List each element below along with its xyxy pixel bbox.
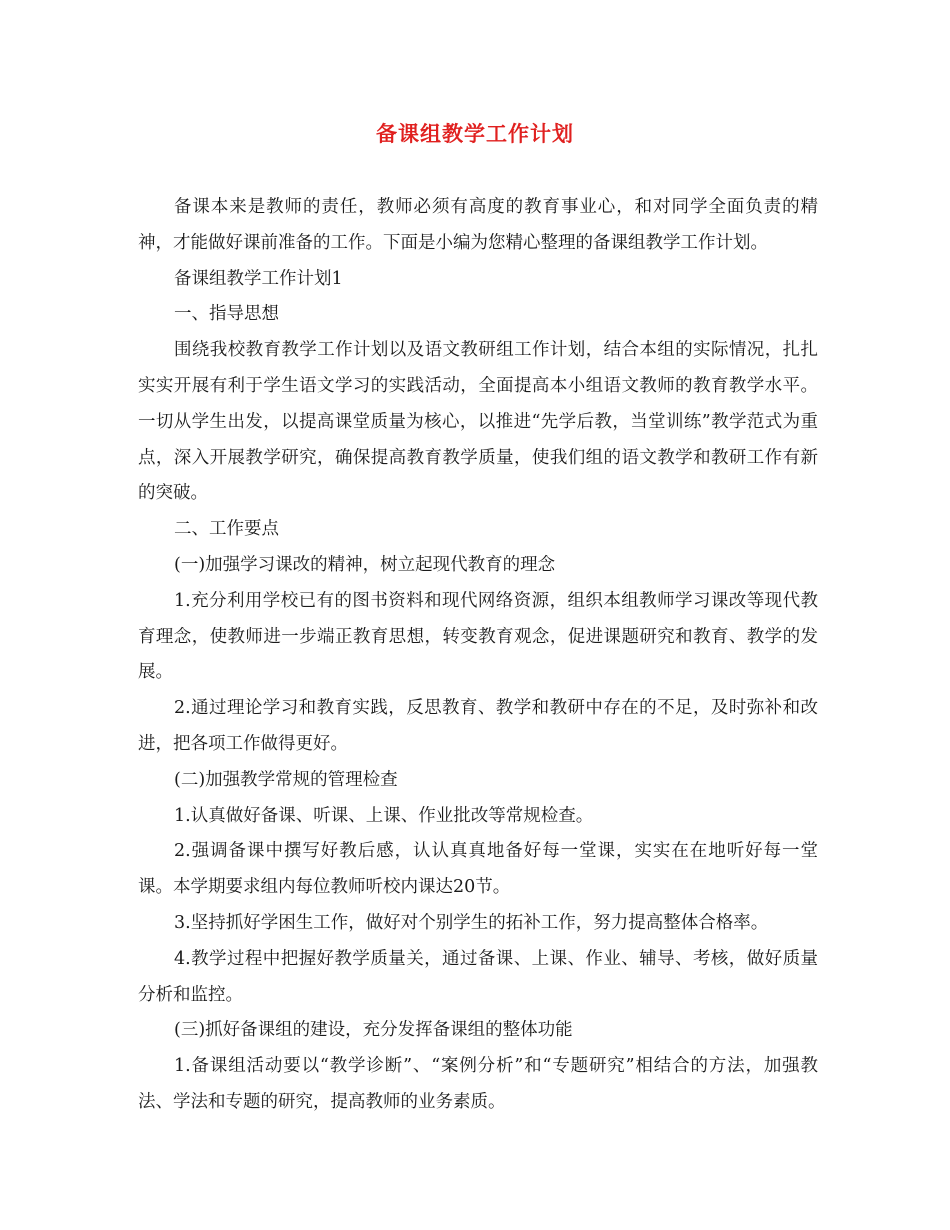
paragraph-intro: 备课本来是教师的责任，教师必须有高度的教育事业心，和对同学全面负责的精神，才能做好课前准备的工作。下面是小编为您精心整理的备课组教学工作计划。 <box>138 197 818 253</box>
paragraph-plan-heading: 备课组教学工作计划1 <box>174 268 343 289</box>
document-body <box>138 190 818 1121</box>
list-item-1-1: 1.充分利用学校已有的图书资料和现代网络资源，组织本组教师学习课改等现代教育理念，使教师进一步端正教育思想，转变教育观念，促进课题研究和教育、教学的发展。 <box>138 590 818 683</box>
section-heading-work-points: 二、工作要点 <box>174 519 279 540</box>
document-title: 备课组教学工作计划 <box>376 121 574 146</box>
subheading-3: (三)抓好备课组的建设，充分发挥备课组的整体功能 <box>174 1020 573 1041</box>
list-item-2-3: 3.坚持抓好学困生工作，做好对个别学生的拓补工作，努力提高整体合格率。 <box>174 912 769 933</box>
list-item-3-1: 1.备课组活动要以“教学诊断”、“案例分析”和“专题研究”相结合的方法，加强教法、学法和专题的研究，提高教师的业务素质。 <box>138 1056 818 1112</box>
list-item-2-2: 2.强调备课中撰写好教后感，认认真真地备好每一堂课，实实在在地听好每一堂课。本学期要求组内每位教师听校内课达20节。 <box>138 841 818 898</box>
list-item-2-4: 4.教学过程中把握好教学质量关，通过备课、上课、作业、辅导、考核，做好质量分析和监控。 <box>138 948 818 1005</box>
subheading-2: (二)加强教学常规的管理检查 <box>174 769 398 790</box>
subheading-1: (一)加强学习课改的精神，树立起现代教育的理念 <box>174 554 556 575</box>
paragraph-guiding-thought: 围绕我校教育教学工作计划以及语文教研组工作计划，结合本组的实际情况，扎扎实实开展有利于学生语文学习的实践活动，全面提高本小组语文教师的教育教学水平。一切从学生出发，以提高课堂质量为核心，以推进“先学后教，当堂训练”教学范式为重点，深入开展教学研究，确保提高教育教学质量，使我们组的语文教学和教研工作有新的突破。 <box>138 340 818 504</box>
list-item-1-2: 2.通过理论学习和教育实践，反思教育、教学和教研中存在的不足，及时弥补和改进，把各项工作做得更好。 <box>138 698 818 754</box>
list-item-2-1: 1.认真做好备课、听课、上课、作业批改等常规检查。 <box>174 805 594 826</box>
section-heading-guiding-thought: 一、指导思想 <box>174 304 279 325</box>
